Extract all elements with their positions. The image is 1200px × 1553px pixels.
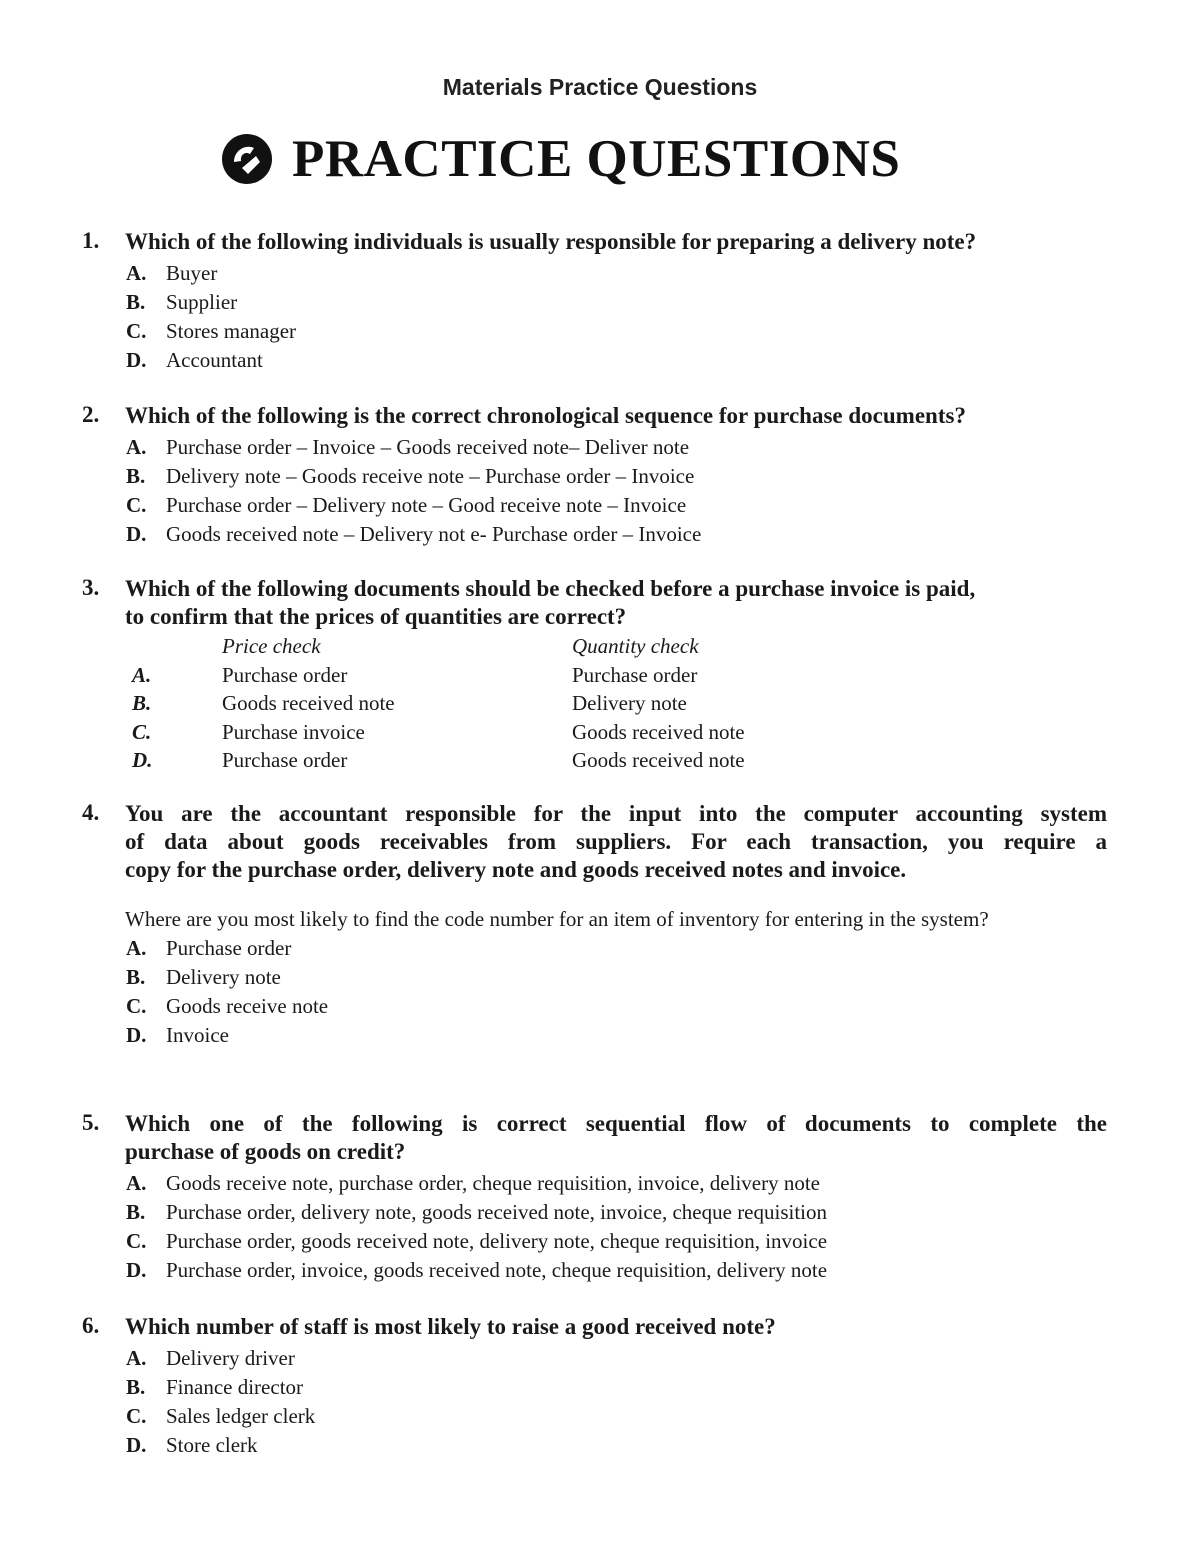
option-letter: D. [126, 1258, 147, 1282]
question-text [125, 1110, 1107, 1166]
question-text-line: copy for the purchase order, delivery note and goods received notes and invoice. [125, 857, 907, 882]
option-d[interactable] [126, 1256, 1107, 1285]
table-header-row [132, 632, 872, 661]
question-text [125, 800, 1107, 884]
option-text: Accountant [166, 348, 263, 372]
option-d[interactable] [126, 520, 1107, 549]
option-text: Purchase order [166, 936, 292, 960]
option-a[interactable] [126, 259, 1107, 288]
price-cell: Goods received note [222, 691, 395, 715]
option-text: Purchase order, delivery note, goods received note, invoice, cheque requisition [166, 1200, 828, 1224]
option-a[interactable] [126, 934, 1107, 963]
question-text-line: to confirm that the prices of quantities are correct? [125, 604, 627, 629]
quantity-cell: Goods received note [572, 719, 745, 744]
question-text [125, 575, 1107, 631]
option-letter: B. [126, 965, 146, 989]
table-row[interactable] [132, 746, 872, 775]
option-letter: B. [132, 691, 152, 715]
option-letter: B. [126, 290, 146, 314]
option-text: Goods received note – Delivery not e- Purchase order – Invoice [166, 522, 702, 546]
option-text: Delivery driver [166, 1346, 295, 1370]
question-text: Which of the following is the correct chronological sequence for purchase documents? [125, 403, 966, 428]
answer-table [132, 632, 872, 775]
option-text: Invoice [166, 1023, 229, 1047]
option-letter: D. [132, 748, 153, 772]
option-text: Buyer [166, 261, 218, 285]
question-6 [82, 1313, 1107, 1460]
option-letter: D. [126, 522, 147, 546]
option-letter: C. [126, 994, 147, 1018]
option-a[interactable] [126, 1344, 1107, 1373]
quantity-cell: Delivery note [572, 691, 687, 715]
option-letter: A. [132, 662, 152, 687]
option-letter: B. [126, 1375, 146, 1399]
question-number: 3. [82, 575, 100, 600]
question-text-line: Which of the following documents should be checked before a purchase invoice is paid, [125, 576, 976, 601]
option-b[interactable] [126, 963, 1107, 992]
question-text: Which of the following individuals is usually responsible for preparing a delivery note? [125, 229, 977, 254]
banner [220, 124, 900, 194]
question-text-line: You are the accountant responsible for the input into the computer accounting system [125, 801, 1107, 826]
option-c[interactable] [126, 1402, 1107, 1431]
practice-logo-icon [220, 132, 274, 186]
option-letter: A. [126, 261, 147, 285]
option-d[interactable] [126, 1431, 1107, 1460]
option-text: Delivery note – Goods receive note – Purchase order – Invoice [166, 464, 695, 488]
options-list [82, 1344, 1107, 1460]
question-3 [82, 575, 1107, 775]
question-text-line: of data about goods receivables from suppliers. For each transaction, you require a [125, 829, 1107, 854]
question-text-line: Which one of the following is correct sequential flow of documents to complete the [125, 1111, 1107, 1136]
table-row[interactable] [132, 689, 872, 718]
option-c[interactable] [126, 1227, 1107, 1256]
option-letter: C. [126, 1404, 147, 1428]
question-1 [82, 228, 1107, 375]
question-subtext: Where are you most likely to find the code number for an item of inventory for entering in the system? [125, 907, 989, 931]
quantity-cell: Purchase order [572, 662, 698, 687]
question-4 [82, 800, 1107, 1050]
question-number: 6. [82, 1313, 100, 1338]
option-letter: B. [126, 1200, 146, 1224]
question-number: 5. [82, 1110, 100, 1135]
option-letter: A. [126, 435, 147, 459]
price-cell: Purchase invoice [222, 719, 365, 744]
price-cell: Purchase order [222, 748, 348, 772]
options-list [82, 934, 1107, 1050]
option-letter: D. [126, 1023, 147, 1047]
option-text: Sales ledger clerk [166, 1404, 316, 1428]
option-letter: A. [126, 1171, 147, 1195]
option-text: Supplier [166, 290, 238, 314]
options-list [82, 433, 1107, 549]
banner-title: PRACTICE QUESTIONS [292, 130, 901, 188]
question-text-line: purchase of goods on credit? [125, 1139, 406, 1164]
option-text: Finance director [166, 1375, 304, 1399]
option-text: Stores manager [166, 319, 297, 343]
option-text: Purchase order – Invoice – Goods received note– Deliver note [166, 435, 690, 459]
price-check-header: Price check [222, 634, 321, 658]
option-text: Purchase order, goods received note, delivery note, cheque requisition, invoice [166, 1229, 828, 1253]
option-text: Purchase order, invoice, goods received note, cheque requisition, delivery note [166, 1258, 828, 1282]
option-a[interactable] [126, 433, 1107, 462]
option-a[interactable] [126, 1169, 1107, 1198]
table-row[interactable] [132, 661, 872, 690]
option-d[interactable] [126, 346, 1107, 375]
page-header: Materials Practice Questions [442, 74, 758, 100]
quantity-cell: Goods received note [572, 748, 745, 772]
option-b[interactable] [126, 1198, 1107, 1227]
question-5 [82, 1110, 1107, 1285]
option-text: Purchase order – Delivery note – Good receive note – Invoice [166, 493, 687, 517]
option-b[interactable] [126, 1373, 1107, 1402]
option-letter: B. [126, 464, 146, 488]
question-number: 4. [82, 800, 100, 825]
option-letter: D. [126, 348, 147, 372]
question-number: 1. [82, 228, 100, 253]
options-list [82, 1169, 1107, 1285]
question-2 [82, 402, 1107, 549]
option-letter: A. [126, 1346, 147, 1370]
option-letter: D. [126, 1433, 147, 1457]
price-cell: Purchase order [222, 662, 348, 687]
option-text: Goods receive note, purchase order, cheque requisition, invoice, delivery note [166, 1171, 821, 1195]
option-letter: A. [126, 936, 147, 960]
options-list [82, 259, 1107, 375]
option-c[interactable] [126, 992, 1107, 1021]
option-b[interactable] [126, 288, 1107, 317]
table-row[interactable] [132, 718, 872, 747]
option-c[interactable] [126, 317, 1107, 346]
option-d[interactable] [126, 1021, 1107, 1050]
option-b[interactable] [126, 462, 1107, 491]
option-letter: C. [126, 319, 147, 343]
question-number: 2. [82, 402, 100, 427]
option-text: Delivery note [166, 965, 281, 989]
option-text: Goods receive note [166, 994, 329, 1018]
option-letter: C. [126, 493, 147, 517]
option-c[interactable] [126, 491, 1107, 520]
quantity-check-header: Quantity check [572, 634, 699, 658]
option-letter: C. [126, 1229, 147, 1253]
option-text: Store clerk [166, 1433, 258, 1457]
question-text: Which number of staff is most likely to raise a good received note? [125, 1314, 776, 1339]
table-header-empty [132, 632, 222, 661]
option-letter: C. [132, 719, 152, 744]
